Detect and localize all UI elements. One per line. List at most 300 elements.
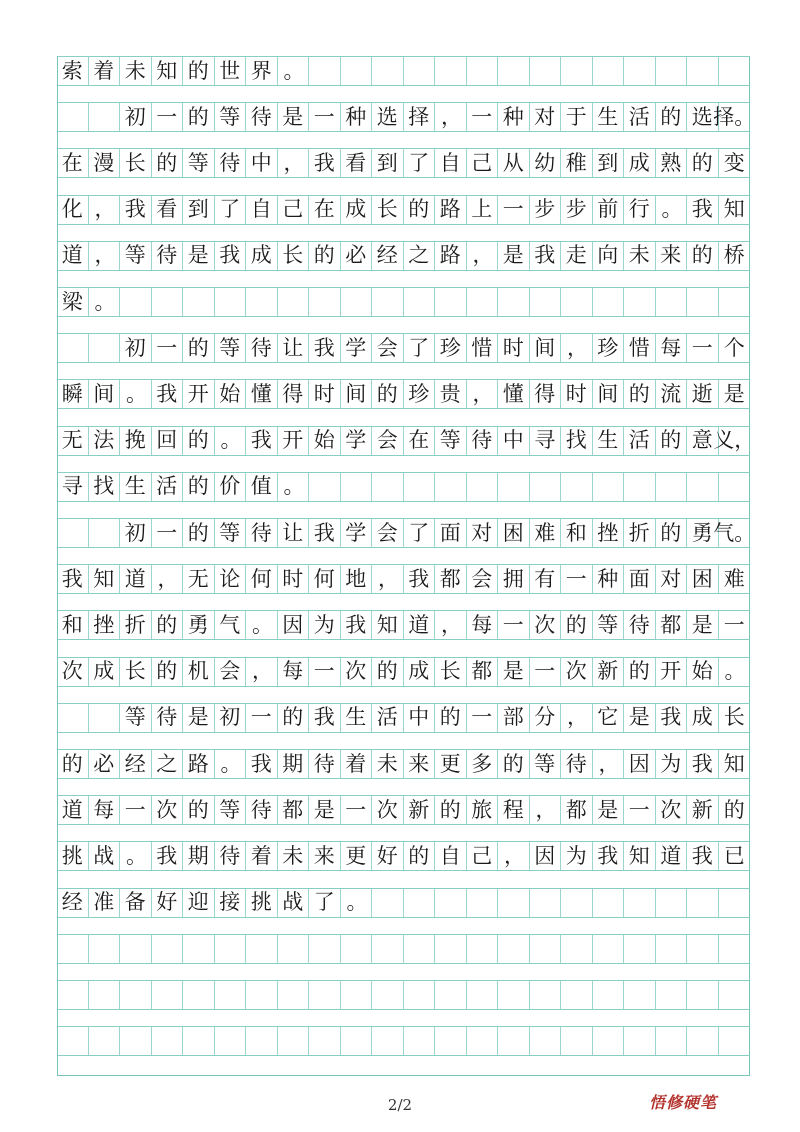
grid-cell: 经 bbox=[372, 242, 404, 270]
grid-cell bbox=[278, 1027, 310, 1055]
grid-cell: 都 bbox=[656, 611, 688, 639]
grid-cell: 的 bbox=[404, 196, 436, 224]
grid-cell: 寻 bbox=[57, 473, 89, 501]
grid-cell: 次 bbox=[530, 611, 562, 639]
grid-cell: 一 bbox=[246, 704, 278, 732]
grid-cell: 必 bbox=[89, 750, 121, 778]
grid-cell bbox=[624, 473, 656, 501]
grid-cell: 之 bbox=[404, 242, 436, 270]
grid-cell: 长 bbox=[435, 658, 467, 686]
grid-cell: 。 bbox=[215, 427, 247, 455]
grid-cell bbox=[624, 981, 656, 1009]
grid-cell: 折 bbox=[120, 611, 152, 639]
grid-cell: 时 bbox=[498, 334, 530, 362]
grid-cell: 始 bbox=[215, 380, 247, 408]
grid-cell: 一 bbox=[467, 704, 499, 732]
grid-cell: 知 bbox=[723, 197, 745, 222]
grid-cell: 种 bbox=[498, 103, 530, 131]
grid-cell: 变 bbox=[723, 150, 745, 175]
grid-cell: 路 bbox=[435, 196, 467, 224]
grid-cell bbox=[498, 981, 530, 1009]
grid-cell: 让 bbox=[278, 334, 310, 362]
grid-cell: 的 bbox=[687, 149, 719, 177]
grid-cell bbox=[561, 473, 593, 501]
grid-cell: 待 bbox=[246, 334, 278, 362]
grid-cell: 更 bbox=[341, 842, 373, 870]
grid-cell: 因 bbox=[278, 611, 310, 639]
grid-cell: 都 bbox=[435, 565, 467, 593]
grid-cell: 了 bbox=[404, 519, 436, 547]
grid-cell: 更 bbox=[435, 750, 467, 778]
grid-cell: 待 bbox=[309, 750, 341, 778]
grid-cell: 经 bbox=[57, 889, 89, 917]
grid-cell: ， bbox=[152, 565, 184, 593]
grid-cell: 的 bbox=[152, 149, 184, 177]
grid-cell bbox=[530, 889, 562, 917]
grid-cell: 一 bbox=[309, 103, 341, 131]
grid-cell: 道 bbox=[57, 796, 89, 824]
grid-cell: 因 bbox=[530, 842, 562, 870]
grid-cell: 知 bbox=[152, 57, 184, 85]
grid-cell: 待 bbox=[152, 242, 184, 270]
grid-cell: 一 bbox=[467, 103, 499, 131]
grid-cell: 种 bbox=[593, 565, 625, 593]
grid-cell bbox=[246, 981, 278, 1009]
text-line bbox=[57, 379, 750, 409]
text-line bbox=[57, 703, 750, 733]
grid-cell: 懂 bbox=[246, 380, 278, 408]
grid-cell: 新 bbox=[404, 796, 436, 824]
grid-cell bbox=[593, 1027, 625, 1055]
grid-cell: 来 bbox=[656, 242, 688, 270]
grid-cell: 路 bbox=[435, 242, 467, 270]
grid-cell: 对 bbox=[530, 103, 562, 131]
grid-cell bbox=[372, 1027, 404, 1055]
grid-cell: 等 bbox=[530, 750, 562, 778]
grid-cell: 一 bbox=[624, 796, 656, 824]
grid-cell: 的 bbox=[372, 380, 404, 408]
grid-cell bbox=[309, 288, 341, 316]
grid-cell bbox=[530, 935, 562, 963]
text-line bbox=[57, 749, 750, 779]
grid-cell: 到 bbox=[372, 149, 404, 177]
grid-cell: 开 bbox=[656, 658, 688, 686]
grid-cell: 时 bbox=[561, 380, 593, 408]
grid-cell bbox=[246, 935, 278, 963]
text-line bbox=[57, 610, 750, 640]
grid-cell: 个 bbox=[723, 335, 745, 360]
text-line bbox=[57, 934, 750, 964]
grid-cell: 的 bbox=[57, 750, 89, 778]
grid-cell bbox=[435, 889, 467, 917]
grid-cell bbox=[593, 473, 625, 501]
grid-cell: 珍 bbox=[435, 334, 467, 362]
grid-cell: 。 bbox=[89, 288, 121, 316]
grid-cell: 等 bbox=[120, 242, 152, 270]
grid-cell: 的 bbox=[152, 658, 184, 686]
text-line bbox=[57, 795, 750, 825]
grid-cell: ， bbox=[435, 103, 467, 131]
grid-cell bbox=[404, 57, 436, 85]
grid-cell bbox=[57, 334, 89, 362]
grid-cell: ， bbox=[89, 242, 121, 270]
grid-cell bbox=[687, 57, 719, 85]
grid-cell: 每 bbox=[89, 796, 121, 824]
grid-cell bbox=[404, 288, 436, 316]
grid-cell bbox=[719, 1027, 751, 1055]
grid-cell: 于 bbox=[561, 103, 593, 131]
grid-cell: 生 bbox=[120, 473, 152, 501]
grid-cell bbox=[246, 1027, 278, 1055]
grid-cell bbox=[467, 935, 499, 963]
grid-cell bbox=[561, 288, 593, 316]
grid-cell bbox=[593, 889, 625, 917]
grid-cell bbox=[687, 981, 719, 1009]
grid-cell: ， bbox=[498, 842, 530, 870]
grid-cell: 的 bbox=[435, 796, 467, 824]
grid-cell: 得 bbox=[278, 380, 310, 408]
grid-cell: 成 bbox=[404, 658, 436, 686]
grid-cell: 择。 bbox=[713, 104, 756, 129]
grid-cell: 拥 bbox=[498, 565, 530, 593]
grid-cell: 长 bbox=[120, 658, 152, 686]
grid-cell: 种 bbox=[341, 103, 373, 131]
grid-cell: 着 bbox=[89, 57, 121, 85]
grid-cell: 间 bbox=[530, 334, 562, 362]
grid-cell: 一 bbox=[723, 612, 745, 637]
grid-cell bbox=[89, 704, 121, 732]
grid-cell: 学 bbox=[341, 427, 373, 455]
grid-cell bbox=[183, 935, 215, 963]
grid-cell bbox=[687, 473, 719, 501]
grid-cell: 知 bbox=[89, 565, 121, 593]
grid-cell bbox=[152, 288, 184, 316]
grid-cell bbox=[183, 981, 215, 1009]
grid-cell bbox=[372, 981, 404, 1009]
grid-cell bbox=[624, 889, 656, 917]
grid-cell: 会 bbox=[372, 334, 404, 362]
grid-cell bbox=[89, 1027, 121, 1055]
grid-cell bbox=[719, 935, 751, 963]
grid-cell bbox=[57, 103, 89, 131]
grid-cell: 的 bbox=[656, 427, 688, 455]
grid-cell bbox=[404, 473, 436, 501]
grid-cell: 的 bbox=[656, 103, 688, 131]
grid-cell: 索 bbox=[57, 57, 89, 85]
grid-cell: 面 bbox=[624, 565, 656, 593]
grid-cell bbox=[341, 1027, 373, 1055]
grid-cell: 待 bbox=[215, 149, 247, 177]
grid-cell: 机 bbox=[183, 658, 215, 686]
text-line bbox=[57, 102, 756, 132]
grid-cell: 是 bbox=[183, 704, 215, 732]
grid-cell: 选 bbox=[372, 103, 404, 131]
grid-cell: 待 bbox=[246, 796, 278, 824]
grid-cell: 每 bbox=[467, 611, 499, 639]
grid-cell bbox=[372, 889, 404, 917]
grid-cell: 的 bbox=[183, 103, 215, 131]
grid-cell: 成 bbox=[89, 658, 121, 686]
grid-cell bbox=[498, 889, 530, 917]
grid-cell: 是 bbox=[624, 704, 656, 732]
grid-cell bbox=[530, 981, 562, 1009]
grid-cell: 化 bbox=[57, 196, 89, 224]
grid-cell bbox=[309, 935, 341, 963]
grid-cell bbox=[498, 473, 530, 501]
grid-cell bbox=[530, 57, 562, 85]
grid-cell bbox=[120, 935, 152, 963]
grid-cell bbox=[719, 288, 751, 316]
grid-cell: 会 bbox=[215, 658, 247, 686]
grid-cell: 待 bbox=[246, 519, 278, 547]
grid-cell bbox=[89, 935, 121, 963]
grid-cell: ， bbox=[278, 149, 310, 177]
grid-cell: 的 bbox=[404, 842, 436, 870]
grid-cell: 。 bbox=[656, 196, 688, 224]
grid-cell: 我 bbox=[341, 611, 373, 639]
grid-cell: 价 bbox=[215, 473, 247, 501]
grid-cell: 步 bbox=[530, 196, 562, 224]
grid-cell bbox=[152, 981, 184, 1009]
grid-cell: 挑 bbox=[57, 842, 89, 870]
grid-cell: 生 bbox=[593, 427, 625, 455]
grid-cell: 。 bbox=[341, 889, 373, 917]
grid-cell: 新 bbox=[593, 658, 625, 686]
grid-cell: ， bbox=[435, 611, 467, 639]
grid-cell bbox=[120, 981, 152, 1009]
grid-cell bbox=[57, 704, 89, 732]
grid-cell: 自 bbox=[435, 149, 467, 177]
grid-cell: ， bbox=[530, 796, 562, 824]
grid-cell bbox=[89, 103, 121, 131]
grid-cell: 待 bbox=[467, 427, 499, 455]
grid-cell: 困 bbox=[498, 519, 530, 547]
grid-cell: 我 bbox=[530, 242, 562, 270]
grid-cell: 未 bbox=[278, 842, 310, 870]
text-line bbox=[57, 56, 750, 86]
grid-cell: 间 bbox=[341, 380, 373, 408]
grid-cell bbox=[57, 1027, 89, 1055]
grid-cell: 未 bbox=[372, 750, 404, 778]
grid-cell: 待 bbox=[624, 611, 656, 639]
grid-cell bbox=[561, 889, 593, 917]
grid-cell bbox=[404, 981, 436, 1009]
grid-cell: 前 bbox=[593, 196, 625, 224]
grid-cell: 接 bbox=[215, 889, 247, 917]
grid-cell: 无 bbox=[183, 565, 215, 593]
grid-cell: 挽 bbox=[120, 427, 152, 455]
grid-cell bbox=[498, 935, 530, 963]
grid-cell bbox=[183, 288, 215, 316]
grid-cell: 一 bbox=[561, 565, 593, 593]
grid-cell: 活 bbox=[624, 427, 656, 455]
grid-cell: 为 bbox=[309, 611, 341, 639]
grid-cell: 世 bbox=[215, 57, 247, 85]
text-line bbox=[57, 888, 750, 918]
grid-cell: 迎 bbox=[183, 889, 215, 917]
grid-cell: 的 bbox=[656, 519, 688, 547]
grid-cell: 是 bbox=[309, 796, 341, 824]
grid-cell bbox=[309, 473, 341, 501]
grid-cell: 地 bbox=[341, 565, 373, 593]
grid-cell: 一 bbox=[152, 334, 184, 362]
grid-cell bbox=[656, 1027, 688, 1055]
grid-cell: 是 bbox=[278, 103, 310, 131]
grid-cell: 长 bbox=[372, 196, 404, 224]
grid-cell: 到 bbox=[183, 196, 215, 224]
grid-cell: 行 bbox=[624, 196, 656, 224]
grid-cell: 活 bbox=[372, 704, 404, 732]
grid-cell: 一 bbox=[120, 796, 152, 824]
grid-cell bbox=[89, 981, 121, 1009]
grid-cell: 着 bbox=[341, 750, 373, 778]
grid-cell: 漫 bbox=[89, 149, 121, 177]
grid-cell: 己 bbox=[467, 149, 499, 177]
grid-cell: ， bbox=[372, 565, 404, 593]
grid-cell bbox=[404, 889, 436, 917]
grid-cell bbox=[561, 981, 593, 1009]
grid-cell: 等 bbox=[435, 427, 467, 455]
grid-cell bbox=[246, 288, 278, 316]
text-line bbox=[57, 195, 750, 225]
grid-cell: 对 bbox=[656, 565, 688, 593]
grid-cell: 看 bbox=[152, 196, 184, 224]
grid-cell: 。 bbox=[120, 380, 152, 408]
grid-cell bbox=[719, 57, 751, 85]
grid-cell: 是 bbox=[723, 381, 745, 406]
grid-cell: 勇 bbox=[687, 519, 719, 547]
grid-cell: 经 bbox=[120, 750, 152, 778]
text-line bbox=[57, 333, 750, 363]
grid-cell: 回 bbox=[152, 427, 184, 455]
grid-cell bbox=[404, 935, 436, 963]
grid-cell bbox=[435, 288, 467, 316]
grid-cell bbox=[624, 57, 656, 85]
grid-cell bbox=[435, 57, 467, 85]
grid-cell: 在 bbox=[309, 196, 341, 224]
grid-cell bbox=[561, 935, 593, 963]
grid-cell bbox=[278, 981, 310, 1009]
grid-cell: 难 bbox=[723, 566, 745, 591]
grid-cell: 待 bbox=[246, 103, 278, 131]
grid-cell: 一 bbox=[498, 611, 530, 639]
grid-cell: 待 bbox=[561, 750, 593, 778]
grid-cell: 初 bbox=[120, 334, 152, 362]
text-line bbox=[57, 841, 750, 871]
grid-cell: 惜 bbox=[624, 334, 656, 362]
grid-cell bbox=[309, 1027, 341, 1055]
grid-cell: 瞬 bbox=[57, 380, 89, 408]
grid-cell: 会 bbox=[372, 519, 404, 547]
grid-cell: 意 bbox=[687, 427, 719, 455]
grid-cell: 道 bbox=[57, 242, 89, 270]
grid-cell bbox=[215, 981, 247, 1009]
text-line bbox=[57, 518, 756, 548]
grid-cell: 必 bbox=[341, 242, 373, 270]
grid-cell: 逝 bbox=[687, 380, 719, 408]
grid-cell: 道 bbox=[120, 565, 152, 593]
grid-cell: 长 bbox=[723, 705, 745, 730]
grid-cell bbox=[687, 889, 719, 917]
grid-cell: 法 bbox=[89, 427, 121, 455]
grid-cell bbox=[435, 1027, 467, 1055]
grid-cell bbox=[372, 57, 404, 85]
grid-cell: 备 bbox=[120, 889, 152, 917]
grid-cell: 我 bbox=[309, 704, 341, 732]
grid-cell: 择 bbox=[404, 103, 436, 131]
grid-cell: ， bbox=[89, 196, 121, 224]
grid-cell bbox=[498, 57, 530, 85]
grid-cell: 的 bbox=[624, 658, 656, 686]
grid-cell bbox=[656, 935, 688, 963]
grid-cell: 初 bbox=[120, 103, 152, 131]
grid-cell bbox=[656, 288, 688, 316]
grid-cell: 我 bbox=[246, 750, 278, 778]
grid-cell: 。 bbox=[278, 473, 310, 501]
grid-cell: 挫 bbox=[593, 519, 625, 547]
grid-cell bbox=[719, 473, 751, 501]
grid-cell: 折 bbox=[624, 519, 656, 547]
grid-cell: 得 bbox=[530, 380, 562, 408]
grid-cell bbox=[372, 935, 404, 963]
grid-cell: 惜 bbox=[467, 334, 499, 362]
grid-cell: 是 bbox=[498, 242, 530, 270]
grid-cell bbox=[215, 935, 247, 963]
grid-cell: 知 bbox=[372, 611, 404, 639]
grid-cell: 的 bbox=[183, 57, 215, 85]
grid-cell: 初 bbox=[215, 704, 247, 732]
grid-cell: 多 bbox=[467, 750, 499, 778]
grid-cell: 寻 bbox=[530, 427, 562, 455]
grid-cell: 中 bbox=[498, 427, 530, 455]
grid-cell: 为 bbox=[561, 842, 593, 870]
grid-cell: 等 bbox=[183, 149, 215, 177]
grid-cell: 和 bbox=[561, 519, 593, 547]
grid-cell: 的 bbox=[687, 242, 719, 270]
grid-cell: 何 bbox=[246, 565, 278, 593]
grid-cell bbox=[89, 334, 121, 362]
grid-cell bbox=[435, 935, 467, 963]
text-line bbox=[57, 564, 750, 594]
brand-logo: 悟修硬笔 bbox=[649, 1093, 718, 1112]
grid-cell bbox=[498, 1027, 530, 1055]
grid-cell bbox=[593, 981, 625, 1009]
grid-cell: 会 bbox=[372, 427, 404, 455]
grid-cell: 自 bbox=[435, 842, 467, 870]
grid-cell: 让 bbox=[278, 519, 310, 547]
grid-cell bbox=[656, 981, 688, 1009]
grid-cell: 。 bbox=[246, 611, 278, 639]
grid-cell: 珍 bbox=[593, 334, 625, 362]
grid-cell: 值 bbox=[246, 473, 278, 501]
grid-cell bbox=[215, 288, 247, 316]
grid-cell: 已 bbox=[723, 843, 745, 868]
grid-cell: 会 bbox=[467, 565, 499, 593]
grid-cell: 是 bbox=[498, 658, 530, 686]
grid-cell: 是 bbox=[183, 242, 215, 270]
text-line bbox=[57, 1026, 750, 1056]
grid-cell: 好 bbox=[372, 842, 404, 870]
grid-cell: 的 bbox=[183, 427, 215, 455]
grid-cell bbox=[467, 981, 499, 1009]
grid-cell bbox=[719, 981, 751, 1009]
grid-cell: 程 bbox=[498, 796, 530, 824]
grid-cell: 幼 bbox=[530, 149, 562, 177]
grid-cell: 的 bbox=[183, 519, 215, 547]
grid-cell bbox=[624, 935, 656, 963]
grid-cell: 看 bbox=[341, 149, 373, 177]
grid-cell: 中 bbox=[404, 704, 436, 732]
